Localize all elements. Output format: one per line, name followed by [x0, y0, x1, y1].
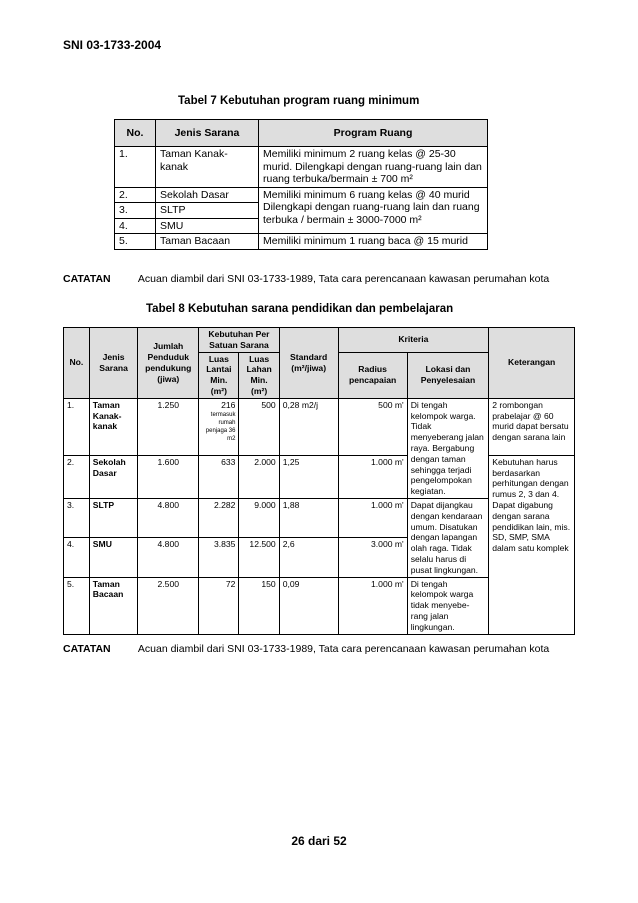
table8-header-luas-lantai: Luas Lantai Min. (m²) [199, 352, 239, 398]
cell-luas-lantai: 3.835 [199, 538, 239, 577]
table7-header-no: No. [115, 120, 156, 147]
cell-radius: 3.000 m' [338, 538, 407, 577]
cell-luas-lahan: 2.000 [239, 455, 279, 498]
note-1 [63, 273, 549, 285]
cell-program: Memiliki minimum 1 ruang baca @ 15 murid [259, 234, 488, 250]
table7 [114, 119, 488, 250]
note-label: CATATAN [63, 273, 111, 285]
cell-luas-lantai: 72 [199, 577, 239, 634]
cell-sarana: Taman Bacaan [156, 234, 259, 250]
cell-jumlah: 4.800 [138, 538, 199, 577]
table8-caption: Tabel 8 Kebutuhan sarana pendidikan dan pembelajaran [146, 303, 454, 315]
page-number: 26 dari 52 [291, 834, 347, 848]
table7-header-program: Program Ruang [259, 120, 488, 147]
cell-jenis: Taman Kanak-kanak [89, 398, 138, 455]
table8-header-kebutuhan: Kebutuhan Per Satuan Sarana [199, 328, 280, 353]
table8-header-keterangan: Keterangan [489, 328, 575, 399]
cell-radius: 1.000 m' [338, 498, 407, 537]
cell-luas-lantai-note: termasuk rumah penjaga 36 m2 [205, 411, 236, 442]
cell-luas-lahan: 9.000 [239, 498, 279, 537]
cell-jumlah: 2.500 [138, 577, 199, 634]
table8-header-radius: Radius pencapaian [338, 352, 407, 398]
cell-program: Memiliki minimum 6 ruang kelas @ 40 murid Dilengkapi dengan ruang-ruang lain dan ruang terbuka / bermain ± 3000-7000 m² [259, 187, 488, 234]
cell-standard: 1,88 [279, 498, 338, 537]
cell-luas-lahan: 12.500 [239, 538, 279, 577]
cell-lokasi: Dapat dijangkau dengan kendaraan umum. Disatukan dengan lapangan olah raga. Tidak selalu harus di pusat lingkungan. [407, 498, 489, 577]
table-row [115, 187, 488, 203]
cell-sarana: Taman Kanak-kanak [156, 147, 259, 188]
cell-no: 1. [64, 398, 90, 455]
cell-luas-lantai: 633 [199, 455, 239, 498]
note-text: Acuan diambil dari SNI 03-1733-1989, Tata cara perencanaan kawasan perumahan kota [137, 273, 550, 285]
cell-jumlah: 1.600 [138, 455, 199, 498]
cell-no: 2. [115, 187, 156, 203]
cell-luas-lantai [199, 398, 239, 455]
note-label: CATATAN [63, 643, 111, 655]
cell-radius: 1.000 m' [338, 455, 407, 498]
table7-header-jenis: Jenis Sarana [156, 120, 259, 147]
table8-header-kriteria: Kriteria [338, 328, 489, 353]
document-code: SNI 03-1733-2004 [63, 38, 162, 52]
cell-radius: 500 m' [338, 398, 407, 455]
table8-header-jumlah: Jumlah Penduduk pendukung (jiwa) [138, 328, 199, 399]
cell-jenis: SMU [89, 538, 138, 577]
cell-luas-lahan: 150 [239, 577, 279, 634]
cell-no: 3. [64, 498, 90, 537]
cell-no: 5. [115, 234, 156, 250]
cell-keterangan: Kebutuhan harus berdasarkan perhitungan dengan rumus 2, 3 dan 4. Dapat digabung dengan sarana pendidikan lain, mis. SD, SMP, SMA dalam satu komplek [489, 455, 575, 634]
cell-sarana: Sekolah Dasar [156, 187, 259, 203]
table8-header-jenis: Jenis Sarana [89, 328, 138, 399]
cell-radius: 1.000 m' [338, 577, 407, 634]
cell-no: 2. [64, 455, 90, 498]
cell-jenis: SLTP [89, 498, 138, 537]
cell-jumlah: 4.800 [138, 498, 199, 537]
cell-jenis: Sekolah Dasar [89, 455, 138, 498]
cell-luas-lantai-value: 216 [221, 399, 236, 410]
cell-standard: 1,25 [279, 455, 338, 498]
cell-no: 1. [115, 147, 156, 188]
table8 [63, 327, 575, 635]
cell-no: 3. [115, 203, 156, 219]
table-row [115, 147, 488, 188]
cell-lokasi: Di tengah kelompok warga tidak menyebe-rang jalan lingkungan. [407, 577, 489, 634]
table7-caption: Tabel 7 Kebutuhan program ruang minimum [178, 95, 420, 107]
cell-no: 5. [64, 577, 90, 634]
table8-header-standard: Standard (m²/jiwa) [279, 328, 338, 399]
cell-no: 4. [64, 538, 90, 577]
table8-header-lokasi: Lokasi dan Penyelesaian [407, 352, 489, 398]
table8-header-no: No. [64, 328, 90, 399]
cell-lokasi: Di tengah kelompok warga. Tidak menyeberang jalan raya. Bergabung dengan taman sehingga terjadi pengelompokan kegiatan. [407, 398, 489, 498]
table8-header-luas-lahan: Luas Lahan Min. (m²) [239, 352, 279, 398]
cell-jumlah: 1.250 [138, 398, 199, 455]
cell-sarana: SLTP [156, 203, 259, 219]
cell-standard: 2,6 [279, 538, 338, 577]
cell-standard: 0,28 m2/j [279, 398, 338, 455]
note-text: Acuan diambil dari SNI 03-1733-1989, Tata cara perencanaan kawasan perumahan kota [137, 643, 550, 655]
cell-luas-lahan: 500 [239, 398, 279, 455]
cell-sarana: SMU [156, 218, 259, 234]
cell-luas-lantai: 2.282 [199, 498, 239, 537]
cell-keterangan: 2 rombongan prabelajar @ 60 murid dapat bersatu dengan sarana lain [489, 398, 575, 455]
table-row [115, 234, 488, 250]
note-2 [63, 643, 549, 655]
cell-standard: 0,09 [279, 577, 338, 634]
cell-program: Memiliki minimum 2 ruang kelas @ 25-30 murid. Dilengkapi dengan ruang-ruang lain dan ruang terbuka/bermain ± 700 m² [259, 147, 488, 188]
cell-no: 4. [115, 218, 156, 234]
table-row [64, 398, 575, 455]
cell-jenis: Taman Bacaan [89, 577, 138, 634]
table-row [64, 455, 575, 498]
